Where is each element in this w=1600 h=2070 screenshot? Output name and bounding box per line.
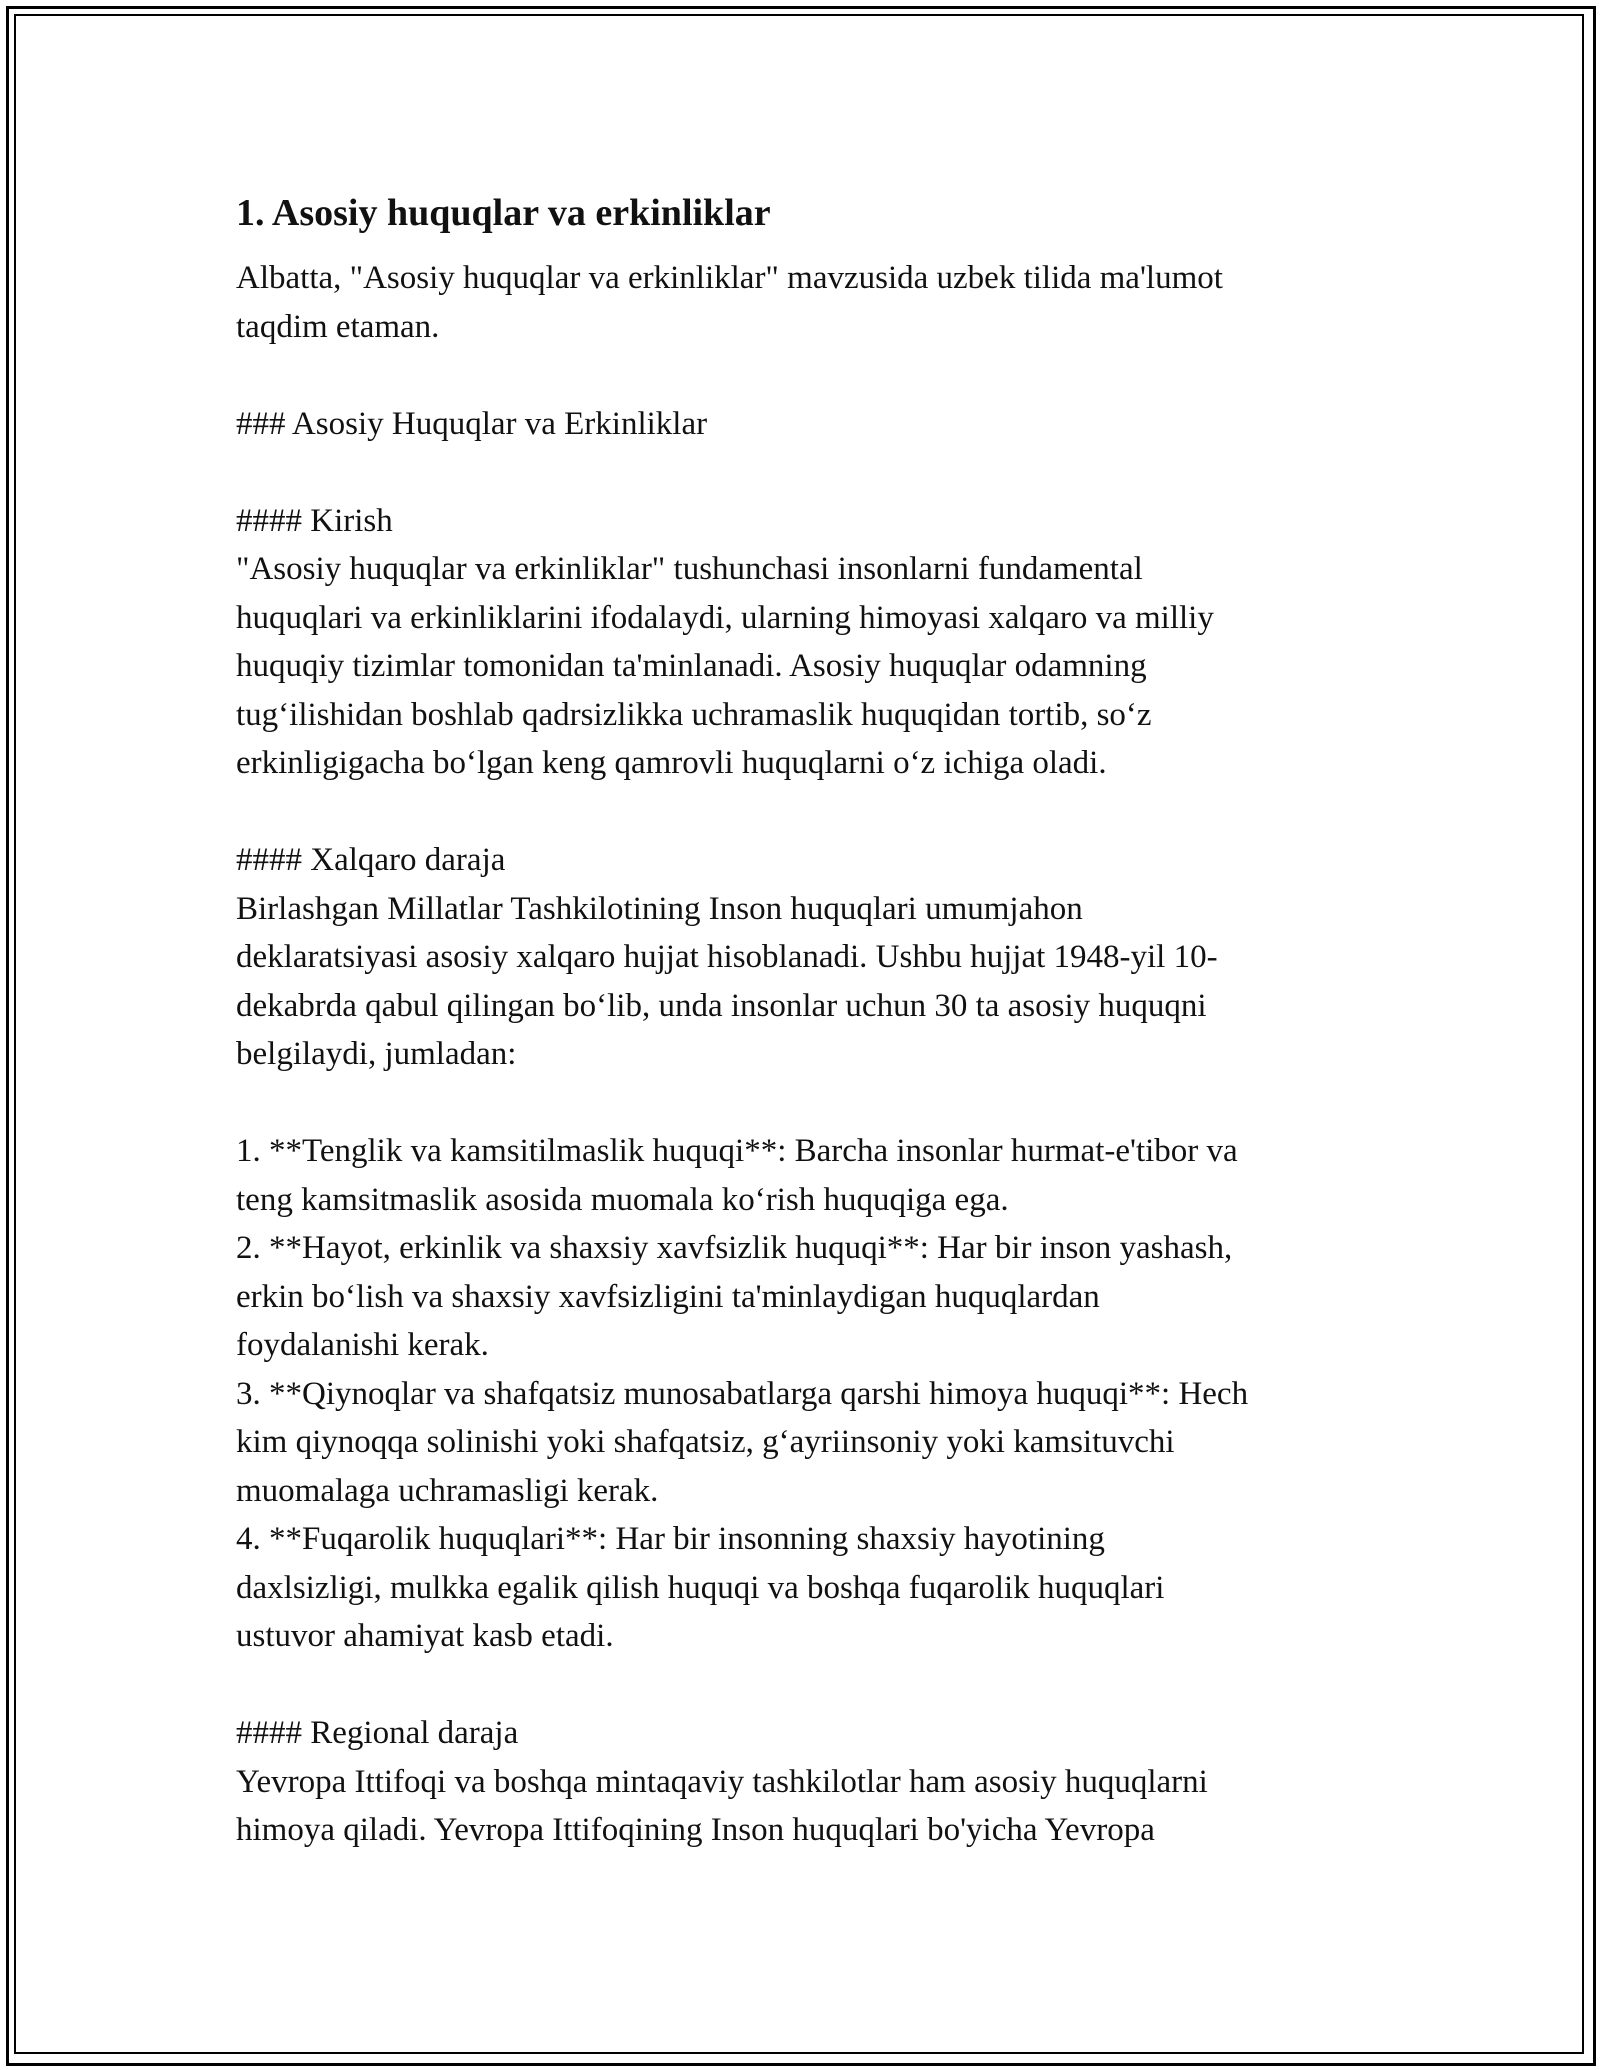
section-body-xalqaro: Birlashgan Millatlar Tashkilotining Inson huquqlari umumjahon deklaratsiyasi asosiy xalqaro hujjat hisoblanadi. Ushbu hujjat 1948-yil 10- dekabrda qabul qilingan bo‘lib, unda insonlar uchun 30 ta asosiy huquqni belgilaydi, jumladan: (236, 890, 1218, 1072)
paragraph-gap (236, 788, 1376, 837)
paragraph-gap (236, 1661, 1376, 1710)
list-item: 3. **Qiynoqlar va shafqatsiz munosabatlarga qarshi himoya huquqi**: Hech kim qiynoqqa solinishi yoki shafqatsiz, g‘ayriinsoniy yoki kamsituvchi muomalaga uchramasligi kerak. (236, 1375, 1249, 1509)
section-title-kirish: #### Kirish (236, 502, 393, 539)
section-title-xalqaro: #### Xalqaro daraja (236, 842, 506, 878)
paragraph-gap (236, 351, 1376, 400)
section-title-regional: #### Regional daraja (236, 1715, 519, 1751)
paragraph-gap (236, 1079, 1376, 1128)
intro-paragraph: Albatta, "Asosiy huquqlar va erkinliklar" mavzusida uzbek tilida ma'lumot taqdim etaman. (236, 260, 1223, 345)
list-item: 1. **Tenglik va kamsitilmaslik huquqi**: Barcha insonlar hurmat-e'tibor va teng kamsitmaslik asosida muomala ko‘rish huquqiga ega. (236, 1133, 1238, 1218)
section-body-kirish: "Asosiy huquqlar va erkinliklar" tushunchasi insonlarni fundamental huquqlari va erkinliklarini ifodalaydi, ularning himoyasi xalqaro va milliy huquqiy tizimlar tomonidan ta'minlanadi. Asosiy huquqlar odamning tug‘ilishidan boshlab qadrsizlikka uchramaslik huquqidan tortib, so‘z erkinligigacha bo‘lgan keng qamrovli huquqlarni o‘z ichiga oladi. (236, 551, 1214, 781)
document-heading: 1. Asosiy huquqlar va erkinliklar (236, 192, 771, 234)
paragraph-gap (236, 448, 1376, 497)
subheading: ### Asosiy Huquqlar va Erkinliklar (236, 405, 708, 442)
list-item: 2. **Hayot, erkinlik va shaxsiy xavfsizlik huquqi**: Har bir inson yashash, erkin bo‘lish va shaxsiy xavfsizligini ta'minlaydigan huquqlardan foydalanishi kerak. (236, 1230, 1233, 1363)
document-body (236, 188, 1376, 1855)
list-item: 4. **Fuqarolik huquqlari**: Har bir insonning shaxsiy hayotining daxlsizligi, mulkka egalik qilish huquqi va boshqa fuqarolik huquqlari ustuvor ahamiyat kasb etadi. (236, 1521, 1165, 1654)
section-body-regional: Yevropa Ittifoqi va boshqa mintaqaviy tashkilotlar ham asosiy huquqlarni himoya qiladi. Yevropa Ittifoqining Inson huquqlari bo'yicha Yevropa (236, 1763, 1208, 1848)
